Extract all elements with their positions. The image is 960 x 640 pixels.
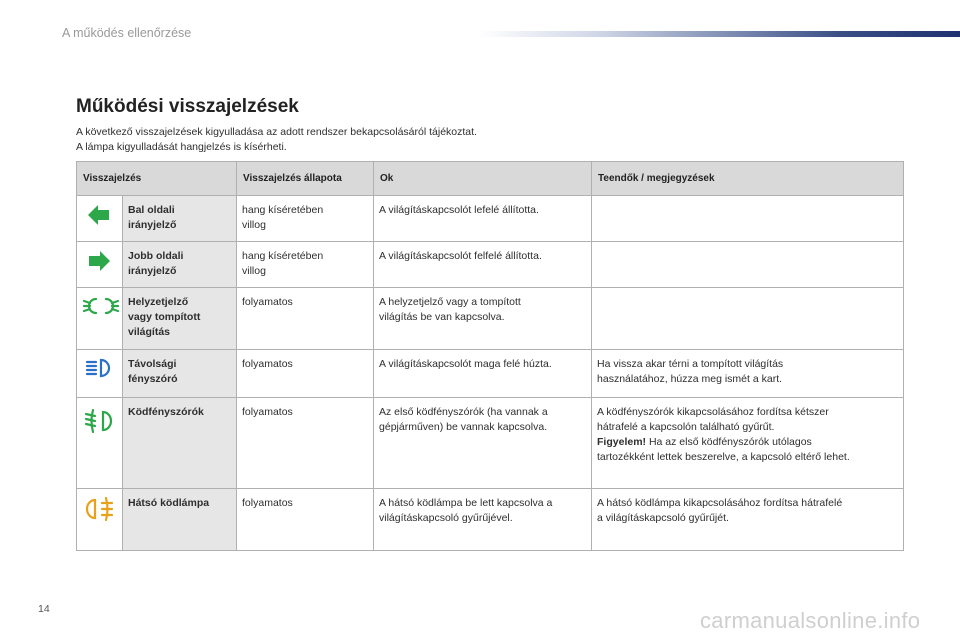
- indicator-note: [592, 350, 904, 398]
- note-line: Ha vissza akar térni a tompított világítás: [597, 358, 784, 370]
- state-line: villog: [242, 219, 266, 231]
- rear-fog-icon: [82, 496, 116, 522]
- name-line: Hátsó ködlámpa: [128, 497, 210, 509]
- table-row: [77, 398, 904, 489]
- indicator-note: [592, 489, 904, 551]
- name-line: vagy tompított: [128, 311, 201, 323]
- state-line: folyamatos: [242, 296, 293, 308]
- name-line: Ködfényszórók: [128, 406, 204, 418]
- intro-text: [76, 125, 477, 155]
- high-beam-icon: [82, 357, 116, 379]
- indicator-cause: [374, 242, 592, 288]
- column-header-notes: Teendők / megjegyzések: [592, 162, 904, 196]
- name-line: fényszóró: [128, 373, 178, 385]
- name-line: Helyzetjelző: [128, 296, 189, 308]
- indicator-cause: [374, 489, 592, 551]
- indicator-note: [592, 398, 904, 489]
- intro-line: A következő visszajelzések kigyulladása az adott rendszer bekapcsolásáról tájékoztat.: [76, 126, 477, 138]
- table-row: [77, 242, 904, 288]
- note-line: használatához, húzza meg ismét a kart.: [597, 373, 783, 385]
- indicator-icon-cell: [77, 398, 123, 489]
- header-gradient-bar: [478, 31, 960, 37]
- indicator-cause: [374, 350, 592, 398]
- note-line: A hátsó ködlámpa kikapcsolásához fordítsa hátrafelé: [597, 497, 843, 509]
- name-line: irányjelző: [128, 265, 177, 277]
- state-line: villog: [242, 265, 266, 277]
- cause-line: A helyzetjelző vagy a tompított: [379, 296, 521, 308]
- indicator-state: [237, 196, 374, 242]
- cause-line: gépjárműven) be vannak kapcsolva.: [379, 421, 548, 433]
- column-header-state: Visszajelzés állapota: [237, 162, 374, 196]
- front-fog-icon: [82, 408, 116, 434]
- table-row: [77, 489, 904, 551]
- indicator-note: [592, 196, 904, 242]
- column-header-indicator: Visszajelzés: [77, 162, 237, 196]
- indicator-icon-cell: [77, 489, 123, 551]
- table-row: [77, 196, 904, 242]
- indicator-name: [123, 242, 237, 288]
- indicator-note: [592, 288, 904, 350]
- cause-line: A hátsó ködlámpa be lett kapcsolva a: [379, 497, 553, 509]
- name-line: világítás: [128, 326, 171, 338]
- cause-line: A világításkapcsolót lefelé állította.: [379, 204, 539, 216]
- note-text: Ha az első ködfényszórók utólagos: [646, 436, 812, 448]
- warning-label: Figyelem!: [597, 436, 647, 448]
- indicator-cause: [374, 398, 592, 489]
- note-line: A ködfényszórók kikapcsolásához fordítsa kétszer: [597, 406, 829, 418]
- state-line: hang kíséretében: [242, 204, 324, 216]
- position-lights-icon: [82, 295, 116, 317]
- cause-line: A világításkapcsolót felfelé állította.: [379, 250, 542, 262]
- state-line: hang kíséretében: [242, 250, 324, 262]
- name-line: Távolsági: [128, 358, 177, 370]
- cause-line: világításkapcsoló gyűrűjével.: [379, 512, 513, 524]
- table-header-row: [77, 162, 904, 196]
- indicator-cause: [374, 196, 592, 242]
- watermark: carmanualsonline.info: [700, 608, 921, 633]
- note-line: hátrafelé a kapcsolón található gyűrűt.: [597, 421, 775, 433]
- table-row: [77, 288, 904, 350]
- name-line: Jobb oldali: [128, 250, 184, 262]
- column-header-cause: Ok: [374, 162, 592, 196]
- note-line: a világításkapcsoló gyűrűjét.: [597, 512, 729, 524]
- indicator-state: [237, 242, 374, 288]
- indicator-name: [123, 489, 237, 551]
- indicator-name: [123, 398, 237, 489]
- intro-line: A lámpa kigyulladását hangjelzés is kísérheti.: [76, 141, 287, 153]
- indicator-icon-cell: [77, 242, 123, 288]
- name-line: Bal oldali: [128, 204, 175, 216]
- state-line: folyamatos: [242, 406, 293, 418]
- indicator-cause: [374, 288, 592, 350]
- page-title: Működési visszajelzések: [76, 96, 299, 117]
- note-line: [597, 435, 897, 450]
- indicator-icon-cell: [77, 288, 123, 350]
- indicator-table: [76, 161, 904, 551]
- name-line: irányjelző: [128, 219, 177, 231]
- indicator-name: [123, 196, 237, 242]
- indicator-icon-cell: [77, 350, 123, 398]
- indicator-state: [237, 288, 374, 350]
- cause-line: A világításkapcsolót maga felé húzta.: [379, 358, 552, 370]
- table-row: [77, 350, 904, 398]
- indicator-name: [123, 350, 237, 398]
- indicator-state: [237, 350, 374, 398]
- indicator-state: [237, 398, 374, 489]
- section-header-title: A működés ellenőrzése: [62, 26, 192, 40]
- state-line: folyamatos: [242, 497, 293, 509]
- page-number: 14: [38, 603, 50, 615]
- indicator-note: [592, 242, 904, 288]
- indicator-state: [237, 489, 374, 551]
- left-arrow-icon: [82, 203, 116, 227]
- indicator-icon-cell: [77, 196, 123, 242]
- state-line: folyamatos: [242, 358, 293, 370]
- cause-line: Az első ködfényszórók (ha vannak a: [379, 406, 548, 418]
- cause-line: világítás be van kapcsolva.: [379, 311, 505, 323]
- note-line: tartozékként lettek beszerelve, a kapcsoló eltérő lehet.: [597, 451, 850, 463]
- indicator-name: [123, 288, 237, 350]
- right-arrow-icon: [82, 249, 116, 273]
